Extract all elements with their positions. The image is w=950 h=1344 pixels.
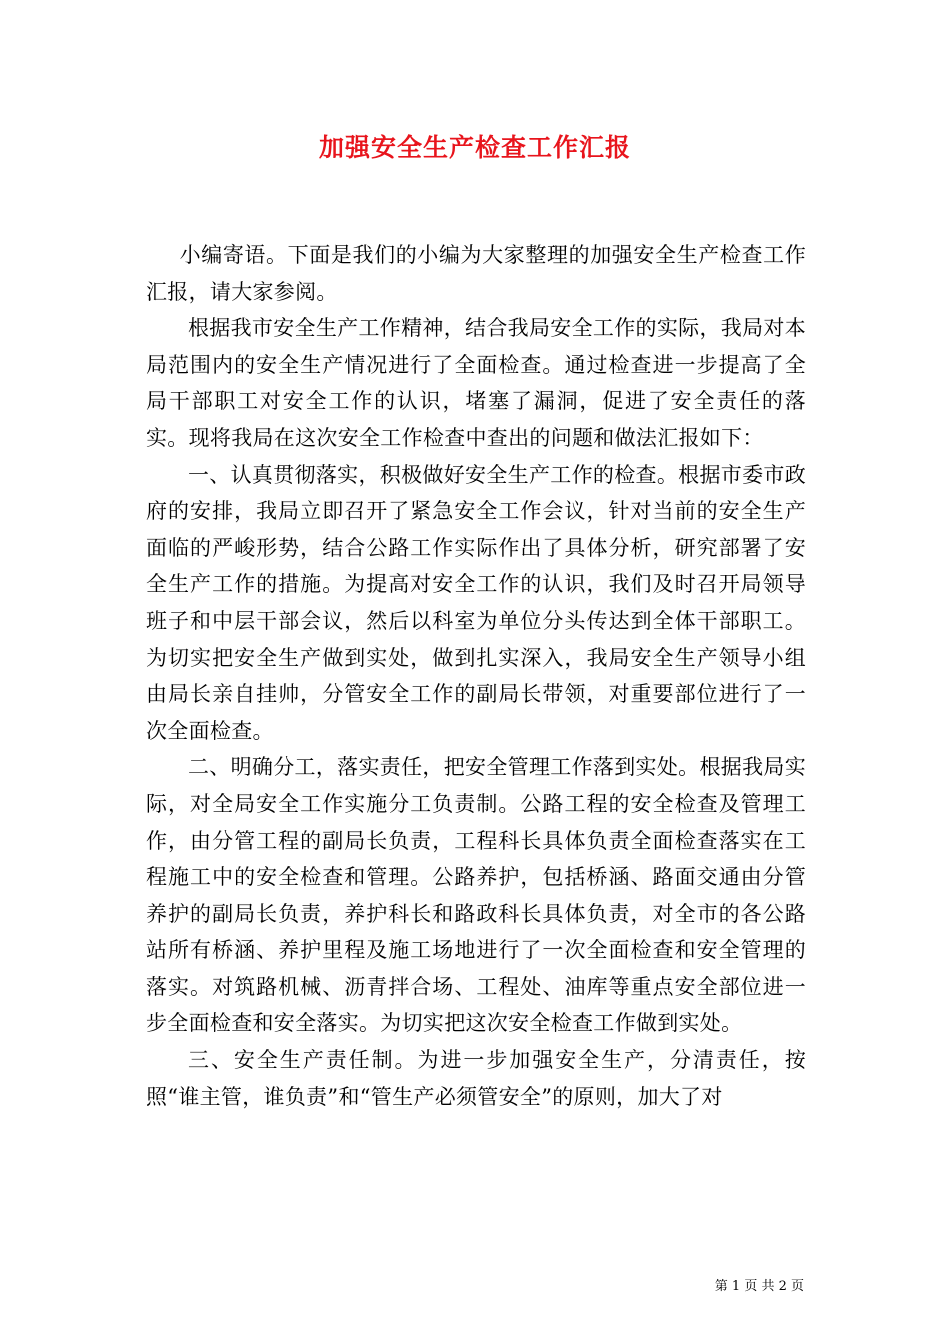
document-body bbox=[146, 237, 806, 1115]
paragraph-section-three: 三、安全生产责任制。为进一步加强安全生产，分清责任，按照“谁主管，谁负责”和“管生产必须管安全”的原则，加大了对 bbox=[146, 1048, 806, 1109]
paragraph-background: 根据我市安全生产工作精神，结合我局安全工作的实际，我局对本局范围内的安全生产情况进行了全面检查。通过检查进一步提高了全局干部职工对安全工作的认识，堵塞了漏洞，促进了安全责任的落实。现将我局在这次安全工作检查中查出的问题和做法汇报如下： bbox=[146, 316, 806, 450]
page-number-footer: 第 1 页 共 2 页 bbox=[714, 1279, 804, 1294]
intro-paragraph: 小编寄语。下面是我们的小编为大家整理的加强安全生产检查工作汇报，请大家参阅。 bbox=[146, 243, 806, 304]
document-title: 加强安全生产检查工作汇报 bbox=[318, 133, 631, 162]
paragraph-section-two: 二、明确分工，落实责任，把安全管理工作落到实处。根据我局实际，对全局安全工作实施分工负责制。公路工程的安全检查及管理工作，由分管工程的副局长负责，工程科长具体负责全面检查落实在工程施工中的安全检查和管理。公路养护，包括桥涵、路面交通由分管养护的副局长负责，养护科长和路政科长具体负责，对全市的各公路站所有桥涵、养护里程及施工场地进行了一次全面检查和安全管理的落实。对筑路机械、沥青拌合场、工程处、油库等重点安全部位进一步全面检查和安全落实。为切实把这次安全检查工作做到实处。 bbox=[146, 755, 806, 1036]
paragraph-section-one: 一、认真贯彻落实，积极做好安全生产工作的检查。根据市委市政府的安排，我局立即召开了紧急安全工作会议，针对当前的安全生产面临的严峻形势，结合公路工作实际作出了具体分析，研究部署了安全生产工作的措施。为提高对安全工作的认识，我们及时召开局领导班子和中层干部会议，然后以科室为单位分头传达到全体干部职工。为切实把安全生产做到实处，做到扎实深入，我局安全生产领导小组由局长亲自挂帅，分管安全工作的副局长带领，对重要部位进行了一次全面检查。 bbox=[146, 462, 806, 743]
